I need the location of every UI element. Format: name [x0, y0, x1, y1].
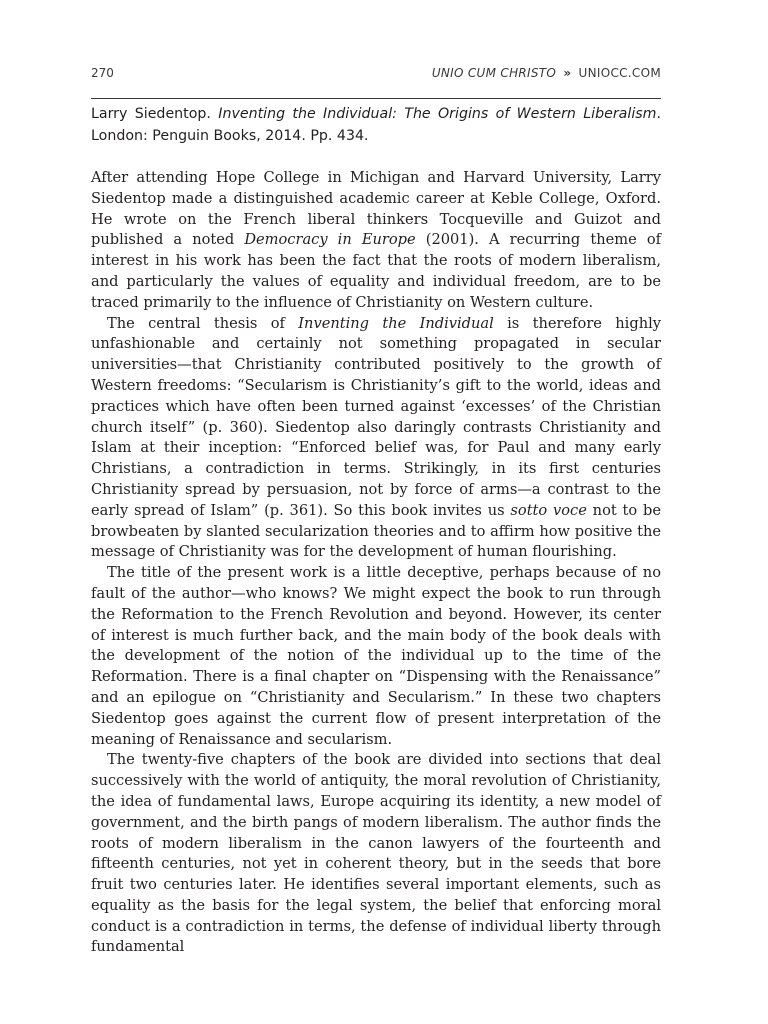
- italic-title: Democracy in Europe: [244, 231, 416, 249]
- separator-glyph: »: [563, 66, 572, 80]
- citation-title: Inventing the Individual: The Origins of Western Liberalism: [218, 106, 657, 122]
- review-body: [91, 168, 661, 958]
- italic-title: sotto voce: [510, 501, 587, 519]
- paragraph-text: is therefore highly unfashionable and certainly not something propagated in secular universities—that Christianity contributed positively to the growth of Western freedoms: “Secularism is Christianity’s gift to the world, ideas and practices which have often been turned against ‘excesses’ of the Christian church itself” (p. 360). Siedentop also daringly contrasts Christianity and Islam at their inception: “Enforced belief was, for Paul and many early Christians, a contradiction in terms. Strikingly, in its first centuries Christianity spread by persuasion, not by force of arms—a contrast to the early spread of Islam” (p. 361). So this book invites us: [91, 314, 662, 519]
- body-paragraph: [91, 750, 661, 958]
- paragraph-text: not to be browbeaten by slanted secularization theories and to affirm how positive the message of Christianity was for the development of human flourishing.: [91, 501, 661, 561]
- paragraph-text: The title of the present work is a little deceptive, perhaps because of no fault of the author—who knows? We might expect the book to run through the Reformation to the French Revolution and beyond. However, its center of interest is much further back, and the main body of the book deals with the development of the notion of the individual up to the time of the Reformation. There is a final chapter on “Dispensing with the Renaissance” and an epilogue on “Christianity and Secularism.” In these two chapters Siedentop goes against the current flow of present interpretation of the meaning of Renaissance and secularism.: [91, 564, 661, 748]
- body-paragraph: [91, 563, 661, 750]
- body-paragraph: [91, 314, 661, 564]
- running-head: [432, 66, 661, 80]
- citation-author: Larry Siedentop.: [91, 106, 211, 122]
- citation-publication: . London: Penguin Books, 2014. Pp. 434.: [91, 106, 661, 144]
- paragraph-text: After attending Hope College in Michigan and Harvard University, Larry Siedentop made a distinguished academic career at Keble College, Oxford. He wrote on the French liberal thinkers Tocqueville and Guizot and published a noted: [91, 169, 661, 249]
- body-paragraph: [91, 168, 661, 314]
- header-rule: [91, 98, 661, 99]
- journal-name: UNIO CUM CHRISTO: [431, 66, 557, 80]
- paragraph-text: The twenty-five chapters of the book are divided into sections that deal successively with the world of antiquity, the moral revolution of Christianity, the idea of fundamental laws, Europe acquiring its identity, a new model of government, and the birth pangs of modern liberalism. The author finds the roots of modern liberalism in the canon lawyers of the fourteenth and fifteenth centuries, not yet in coherent theory, but in the seeds that bore fruit two centuries later. He identifies several important elements, such as equality as the basis for the legal system, the belief that enforcing moral conduct is a contradiction in terms, the defense of individual liberty through fundamental: [91, 751, 661, 956]
- book-citation: [91, 104, 661, 147]
- paragraph-text: The central thesis of: [107, 314, 299, 332]
- paragraph-text: (2001). A recurring theme of interest in his work has been the fact that the roots of modern liberalism, and particularly the values of equality and individual freedom, are to be traced primarily to the influence of Christianity on Western culture.: [91, 231, 662, 311]
- italic-title: Inventing the Individual: [298, 314, 494, 332]
- journal-website: UNIOCC.COM: [578, 66, 661, 80]
- page-number: 270: [91, 66, 114, 80]
- running-header: [91, 66, 661, 84]
